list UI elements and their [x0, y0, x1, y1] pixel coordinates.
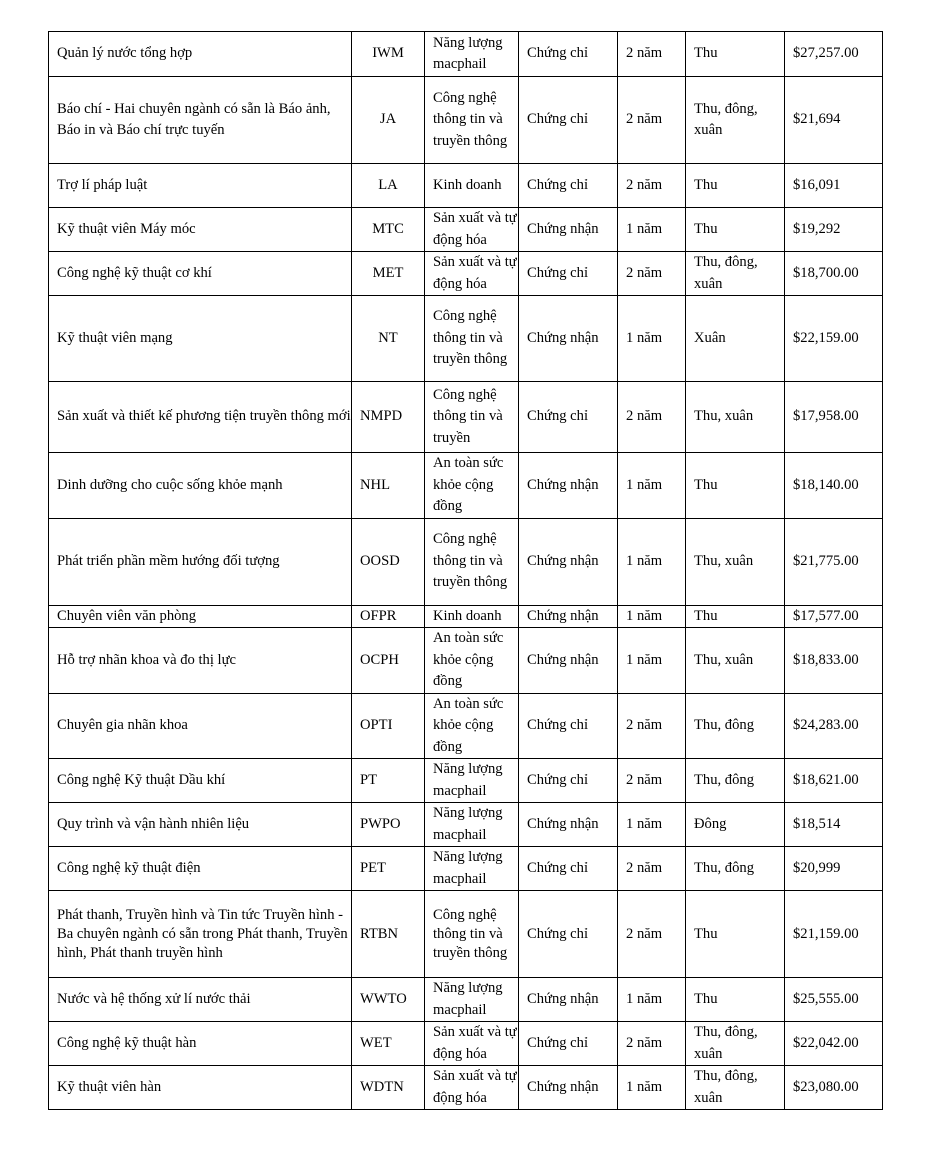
- program-code-cell: MTC: [352, 208, 425, 252]
- credential-cell: Chứng chỉ: [519, 77, 618, 164]
- tuition-cell: $18,833.00: [785, 628, 883, 694]
- program-name-cell: Chuyên viên văn phòng: [49, 605, 352, 628]
- credential-cell: Chứng nhận: [519, 453, 618, 519]
- tuition-cell: $22,042.00: [785, 1022, 883, 1066]
- school-cell: Sản xuất và tự động hóa: [425, 1022, 519, 1066]
- table-row: [49, 382, 883, 453]
- duration-cell: 2 năm: [618, 847, 686, 891]
- program-name-cell: Kỹ thuật viên mạng: [49, 296, 352, 382]
- term-cell: Thu: [686, 605, 785, 628]
- duration-cell: 1 năm: [618, 628, 686, 694]
- program-name-cell: Nước và hệ thống xử lí nước thải: [49, 978, 352, 1022]
- program-code-cell: NT: [352, 296, 425, 382]
- table-row: [49, 296, 883, 382]
- term-cell: Thu, xuân: [686, 382, 785, 453]
- tuition-cell: $21,694: [785, 77, 883, 164]
- program-name-cell: Công nghệ kỹ thuật hàn: [49, 1022, 352, 1066]
- tuition-cell: $22,159.00: [785, 296, 883, 382]
- credential-cell: Chứng nhận: [519, 296, 618, 382]
- table-row: [49, 693, 883, 759]
- program-name-cell: Chuyên gia nhãn khoa: [49, 693, 352, 759]
- credential-cell: Chứng chỉ: [519, 693, 618, 759]
- program-name-cell: Phát triển phần mềm hướng đối tượng: [49, 518, 352, 605]
- school-cell: An toàn sức khỏe cộng đồng: [425, 628, 519, 694]
- table-row: [49, 32, 883, 77]
- program-code-cell: LA: [352, 164, 425, 208]
- tuition-cell: $18,140.00: [785, 453, 883, 519]
- tuition-cell: $16,091: [785, 164, 883, 208]
- school-cell: Năng lượng macphail: [425, 847, 519, 891]
- table-row: [49, 891, 883, 978]
- tuition-cell: $19,292: [785, 208, 883, 252]
- term-cell: Thu: [686, 164, 785, 208]
- term-cell: Thu, đông: [686, 693, 785, 759]
- term-cell: Thu, đông: [686, 759, 785, 803]
- table-row: [49, 628, 883, 694]
- credential-cell: Chứng nhận: [519, 978, 618, 1022]
- term-cell: Thu, xuân: [686, 518, 785, 605]
- school-cell: Sản xuất và tự động hóa: [425, 1066, 519, 1110]
- programs-table-body: [49, 32, 883, 1110]
- school-cell: Công nghệ thông tin và truyền thông: [425, 518, 519, 605]
- program-name-cell: Báo chí - Hai chuyên ngành có sẵn là Báo ảnh, Báo in và Báo chí trực tuyến: [49, 77, 352, 164]
- tuition-cell: $25,555.00: [785, 978, 883, 1022]
- tuition-cell: $27,257.00: [785, 32, 883, 77]
- term-cell: Thu, xuân: [686, 628, 785, 694]
- duration-cell: 2 năm: [618, 1022, 686, 1066]
- school-cell: Công nghệ thông tin và truyền thông: [425, 77, 519, 164]
- program-code-cell: MET: [352, 252, 425, 296]
- term-cell: Thu: [686, 453, 785, 519]
- credential-cell: Chứng chỉ: [519, 382, 618, 453]
- credential-cell: Chứng nhận: [519, 803, 618, 847]
- table-row: [49, 208, 883, 252]
- program-code-cell: PET: [352, 847, 425, 891]
- tuition-cell: $18,700.00: [785, 252, 883, 296]
- duration-cell: 2 năm: [618, 32, 686, 77]
- table-row: [49, 252, 883, 296]
- credential-cell: Chứng chỉ: [519, 891, 618, 978]
- term-cell: Thu: [686, 208, 785, 252]
- term-cell: Thu: [686, 32, 785, 77]
- table-row: [49, 803, 883, 847]
- school-cell: Năng lượng macphail: [425, 759, 519, 803]
- credential-cell: Chứng chỉ: [519, 252, 618, 296]
- school-cell: Kinh doanh: [425, 164, 519, 208]
- credential-cell: Chứng nhận: [519, 628, 618, 694]
- table-row: [49, 605, 883, 628]
- credential-cell: Chứng chỉ: [519, 164, 618, 208]
- program-code-cell: IWM: [352, 32, 425, 77]
- school-cell: Năng lượng macphail: [425, 978, 519, 1022]
- tuition-cell: $17,577.00: [785, 605, 883, 628]
- term-cell: Thu, đông, xuân: [686, 1022, 785, 1066]
- table-row: [49, 978, 883, 1022]
- school-cell: An toàn sức khỏe cộng đồng: [425, 453, 519, 519]
- credential-cell: Chứng chỉ: [519, 847, 618, 891]
- program-code-cell: OCPH: [352, 628, 425, 694]
- duration-cell: 1 năm: [618, 518, 686, 605]
- program-name-cell: Kỹ thuật viên hàn: [49, 1066, 352, 1110]
- program-code-cell: OFPR: [352, 605, 425, 628]
- duration-cell: 1 năm: [618, 803, 686, 847]
- credential-cell: Chứng nhận: [519, 1066, 618, 1110]
- program-code-cell: JA: [352, 77, 425, 164]
- duration-cell: 2 năm: [618, 759, 686, 803]
- school-cell: An toàn sức khỏe cộng đồng: [425, 693, 519, 759]
- term-cell: Thu, đông: [686, 847, 785, 891]
- term-cell: Thu, đông, xuân: [686, 252, 785, 296]
- school-cell: Công nghệ thông tin và truyền thông: [425, 296, 519, 382]
- program-name-cell: Hỗ trợ nhãn khoa và đo thị lực: [49, 628, 352, 694]
- program-name-cell: Công nghệ Kỹ thuật Dầu khí: [49, 759, 352, 803]
- school-cell: Công nghệ thông tin và truyền thông: [425, 891, 519, 978]
- program-name-cell: Công nghệ kỹ thuật điện: [49, 847, 352, 891]
- duration-cell: 1 năm: [618, 978, 686, 1022]
- program-name-cell: Quy trình và vận hành nhiên liệu: [49, 803, 352, 847]
- credential-cell: Chứng chỉ: [519, 32, 618, 77]
- credential-cell: Chứng nhận: [519, 208, 618, 252]
- tuition-cell: $18,621.00: [785, 759, 883, 803]
- program-code-cell: WDTN: [352, 1066, 425, 1110]
- program-code-cell: WET: [352, 1022, 425, 1066]
- credential-cell: Chứng chỉ: [519, 1022, 618, 1066]
- school-cell: Năng lượng macphail: [425, 32, 519, 77]
- table-row: [49, 1022, 883, 1066]
- program-code-cell: OOSD: [352, 518, 425, 605]
- school-cell: Công nghệ thông tin và truyền: [425, 382, 519, 453]
- tuition-cell: $23,080.00: [785, 1066, 883, 1110]
- credential-cell: Chứng nhận: [519, 518, 618, 605]
- program-code-cell: PT: [352, 759, 425, 803]
- program-name-cell: Quản lý nước tổng hợp: [49, 32, 352, 77]
- tuition-cell: $21,159.00: [785, 891, 883, 978]
- term-cell: Xuân: [686, 296, 785, 382]
- duration-cell: 2 năm: [618, 164, 686, 208]
- program-code-cell: NHL: [352, 453, 425, 519]
- table-row: [49, 847, 883, 891]
- duration-cell: 1 năm: [618, 1066, 686, 1110]
- school-cell: Sản xuất và tự động hóa: [425, 208, 519, 252]
- duration-cell: 1 năm: [618, 453, 686, 519]
- programs-table: [48, 31, 883, 1110]
- program-name-cell: Phát thanh, Truyền hình và Tin tức Truyền hình - Ba chuyên ngành có sẵn trong Phát thanh, Truyền hình, Phát thanh truyền hình: [49, 891, 352, 978]
- credential-cell: Chứng nhận: [519, 605, 618, 628]
- program-name-cell: Dinh dưỡng cho cuộc sống khỏe mạnh: [49, 453, 352, 519]
- table-row: [49, 164, 883, 208]
- duration-cell: 2 năm: [618, 693, 686, 759]
- program-code-cell: NMPD: [352, 382, 425, 453]
- duration-cell: 1 năm: [618, 208, 686, 252]
- program-code-cell: OPTI: [352, 693, 425, 759]
- table-row: [49, 518, 883, 605]
- duration-cell: 1 năm: [618, 605, 686, 628]
- tuition-cell: $21,775.00: [785, 518, 883, 605]
- term-cell: Thu, đông, xuân: [686, 1066, 785, 1110]
- term-cell: Thu: [686, 891, 785, 978]
- duration-cell: 2 năm: [618, 382, 686, 453]
- term-cell: Thu, đông, xuân: [686, 77, 785, 164]
- duration-cell: 2 năm: [618, 77, 686, 164]
- school-cell: Năng lượng macphail: [425, 803, 519, 847]
- table-row: [49, 1066, 883, 1110]
- program-name-cell: Trợ lí pháp luật: [49, 164, 352, 208]
- term-cell: Thu: [686, 978, 785, 1022]
- program-code-cell: PWPO: [352, 803, 425, 847]
- tuition-cell: $20,999: [785, 847, 883, 891]
- term-cell: Đông: [686, 803, 785, 847]
- program-name-cell: Sản xuất và thiết kế phương tiện truyền thông mới: [49, 382, 352, 453]
- school-cell: Sản xuất và tự động hóa: [425, 252, 519, 296]
- tuition-cell: $18,514: [785, 803, 883, 847]
- tuition-cell: $17,958.00: [785, 382, 883, 453]
- table-row: [49, 77, 883, 164]
- program-code-cell: RTBN: [352, 891, 425, 978]
- table-row: [49, 453, 883, 519]
- program-code-cell: WWTO: [352, 978, 425, 1022]
- duration-cell: 2 năm: [618, 891, 686, 978]
- duration-cell: 1 năm: [618, 296, 686, 382]
- credential-cell: Chứng chỉ: [519, 759, 618, 803]
- school-cell: Kinh doanh: [425, 605, 519, 628]
- table-row: [49, 759, 883, 803]
- tuition-cell: $24,283.00: [785, 693, 883, 759]
- program-name-cell: Công nghệ kỹ thuật cơ khí: [49, 252, 352, 296]
- duration-cell: 2 năm: [618, 252, 686, 296]
- program-name-cell: Kỹ thuật viên Máy móc: [49, 208, 352, 252]
